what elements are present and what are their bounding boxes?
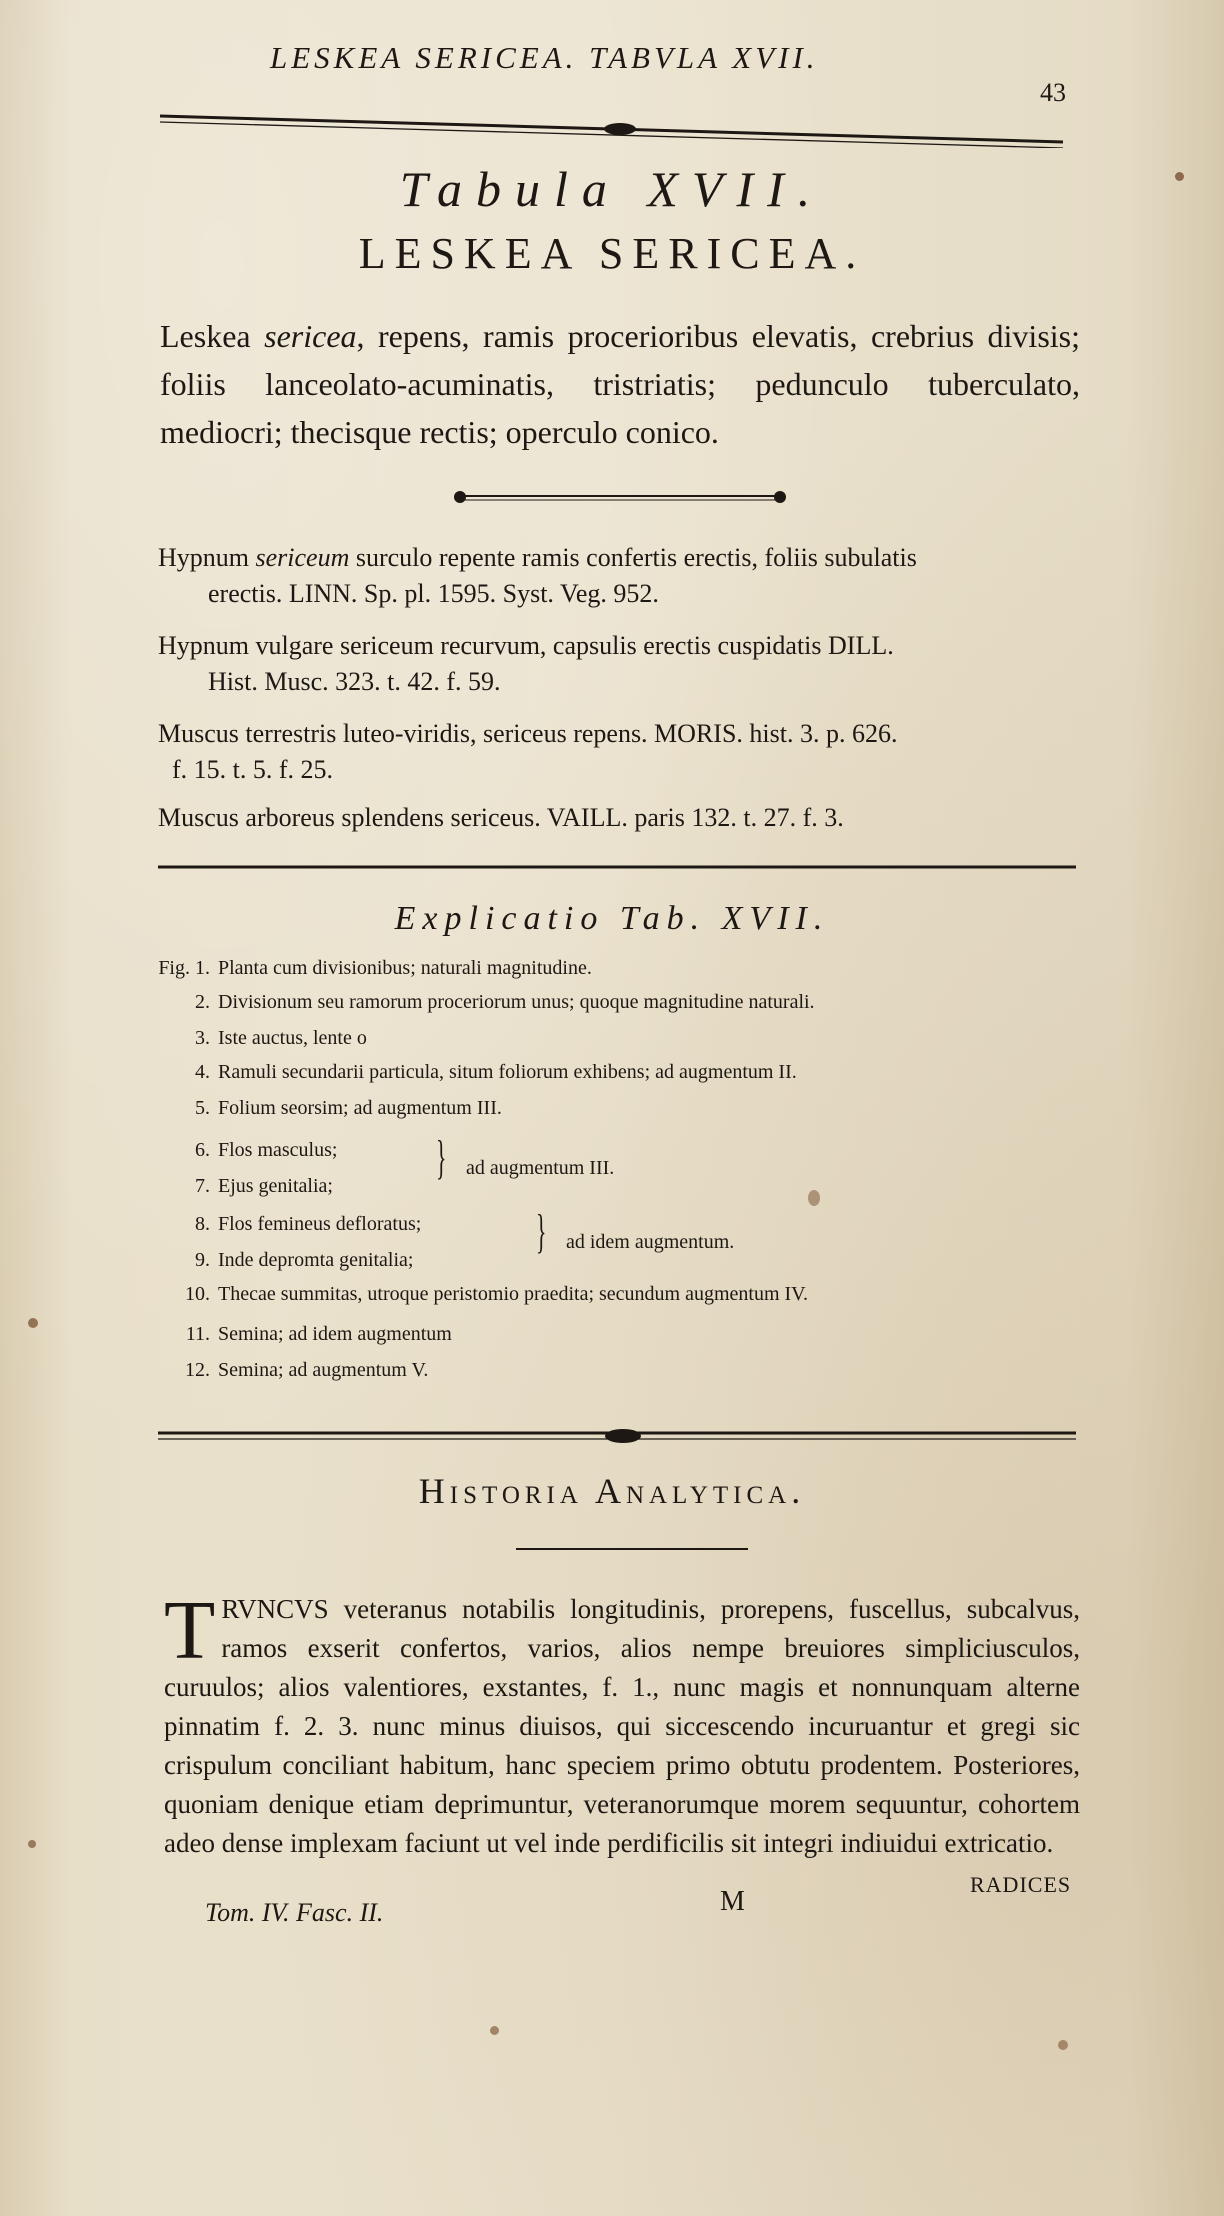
figure-number: 9. bbox=[195, 1249, 210, 1271]
figure-number: 2. bbox=[195, 991, 210, 1013]
synonym-reference: erectis. LINN. Sp. pl. 1595. Syst. Veg. 952. bbox=[208, 579, 659, 608]
foxing-spot bbox=[28, 1318, 38, 1328]
diagnosis-genus: Leskea bbox=[160, 318, 265, 354]
synonym-text: arboreus splendens sericeus. VAILL. paris 132. t. 27. f. 3. bbox=[245, 803, 844, 832]
diagnosis-epithet: sericea bbox=[264, 318, 357, 354]
running-head: LESKEA SERICEA. TABVLA XVII. bbox=[270, 40, 819, 75]
figure-number: 12. bbox=[185, 1359, 210, 1381]
gathering-signature: M bbox=[720, 1886, 745, 1917]
synonym-reference: Hist. Musc. 323. t. 42. f. 59. bbox=[208, 667, 501, 696]
first-word: RVNCVS bbox=[221, 1594, 329, 1624]
figure-caption bbox=[158, 1094, 502, 1122]
brace-glyph: } bbox=[536, 1205, 547, 1258]
historia-title: Historia Analytica. bbox=[418, 1471, 806, 1511]
species-title: LESKEA SERICEA. bbox=[358, 229, 866, 278]
historia-paragraph bbox=[164, 1584, 1080, 1863]
figure-caption bbox=[158, 1172, 333, 1200]
figure-number: 8. bbox=[195, 1213, 210, 1235]
figure-text: Divisionum seu ramorum proceriorum unus; quoque magnitudine naturali. bbox=[218, 991, 815, 1013]
figure-text: Flos masculus; bbox=[218, 1139, 338, 1161]
figure-text: Iste auctus, lente o bbox=[218, 1027, 367, 1049]
figure-number: 11. bbox=[185, 1323, 210, 1345]
figure-text: Ramuli secundarii particula, situm foliorum exhibens; ad augmentum II. bbox=[218, 1061, 797, 1083]
figure-caption bbox=[158, 1136, 337, 1164]
diagnosis-text: , repens, ramis procerioribus elevatis, crebrius divisis; foliis lanceolato-acuminatis, tristriatis; pedunculo tuberculato, mediocri; thecisque rectis; operculo conico. bbox=[160, 318, 1080, 450]
explicatio-title: Explicatio Tab. XVII. bbox=[394, 900, 830, 937]
figure-caption bbox=[158, 1356, 428, 1384]
figure-text: Flos femineus defloratus; bbox=[218, 1213, 422, 1235]
foxing-spot bbox=[1058, 2040, 1068, 2050]
figure-text: Inde depromta genitalia; bbox=[218, 1249, 414, 1271]
figure-number: 4. bbox=[195, 1061, 210, 1083]
title-underline bbox=[516, 1546, 748, 1552]
figure-caption bbox=[158, 1246, 413, 1274]
figure-number: 7. bbox=[195, 1175, 210, 1197]
figure-number: 5. bbox=[195, 1097, 210, 1119]
figure-text: Folium seorsim; ad augmentum III. bbox=[218, 1097, 502, 1119]
synonym-text: terrestris luteo-viridis, sericeus repens. MORIS. hist. 3. p. 626. bbox=[245, 719, 898, 748]
catchword: RADICES bbox=[970, 1872, 1072, 1897]
synonym-entry bbox=[158, 628, 1078, 700]
figure-text: Thecae summitas, utroque peristomio praedita; secundum augmentum IV. bbox=[218, 1283, 809, 1305]
synonym-lead: Hypnum bbox=[158, 543, 256, 572]
volume-signature: Tom. IV. Fasc. II. bbox=[205, 1898, 384, 1927]
figure-number: Fig. 1. bbox=[158, 957, 210, 979]
figure-text: Ejus genitalia; bbox=[218, 1175, 333, 1197]
synonym-text: vulgare sericeum recurvum, capsulis erectis cuspidatis DILL. bbox=[255, 631, 894, 660]
synonym-entry bbox=[158, 540, 1078, 612]
synonym-reference: f. 15. t. 5. f. 25. bbox=[172, 755, 334, 784]
foxing-spot bbox=[490, 2026, 499, 2035]
synonym-lead: Muscus bbox=[158, 719, 246, 748]
brace-glyph: } bbox=[436, 1131, 447, 1184]
historia-text: veteranus notabilis longitudinis, prorepens, fuscellus, subcalvus, ramos exserit confertos, varios, alios nempe breuiores simpliciusculos, curuulos; alios valentiores, exstantes, f. 1., nunc magis et nonnunquam alterne pinnatim f. 2. 3. nunc minus diuisos, qui siccescendo incuruantur et gregi sic crispulum conciliant habitum, hanc speciem primo obtutu prodentem. Posteriores, quoniam denique etiam deprimuntur, veteranorumque morem sequuntur, cohortem adeo dense implexam faciunt ut vel inde perdificilis sit integri indiuidui extricatio. bbox=[164, 1594, 1080, 1858]
figure-caption bbox=[158, 954, 592, 982]
section-rule bbox=[158, 862, 1078, 872]
header-ornament-rule bbox=[158, 106, 1068, 148]
synonym-italic: sericeum bbox=[255, 543, 350, 572]
figure-caption bbox=[158, 1320, 452, 1348]
brace-note: ad augmentum III. bbox=[466, 1157, 615, 1179]
foxing-spot bbox=[808, 1190, 820, 1206]
plate-title: Tabula XVII. bbox=[399, 161, 825, 217]
synonym-text: surculo repente ramis confertis erectis, foliis subulatis bbox=[349, 543, 917, 572]
figure-caption bbox=[158, 988, 815, 1016]
figure-number: 3. bbox=[195, 1027, 210, 1049]
synonym-entry bbox=[158, 800, 1078, 836]
figure-text: Semina; ad augmentum V. bbox=[218, 1359, 429, 1381]
drop-cap: T bbox=[164, 1584, 216, 1677]
brace-note: ad idem augmentum. bbox=[566, 1231, 735, 1253]
species-diagnosis bbox=[160, 312, 1080, 456]
figure-caption bbox=[158, 1058, 797, 1086]
synonym-lead: Muscus bbox=[158, 803, 246, 832]
figure-number: 6. bbox=[195, 1139, 210, 1161]
figure-caption bbox=[158, 1024, 367, 1052]
figure-number: 10. bbox=[185, 1283, 210, 1305]
figure-text: Semina; ad idem augmentum bbox=[218, 1323, 452, 1345]
figure-caption bbox=[158, 1280, 808, 1308]
synonym-entry bbox=[158, 716, 1078, 788]
page-number: 43 bbox=[1040, 78, 1066, 107]
figure-text: Planta cum divisionibus; naturali magnitudine. bbox=[218, 957, 592, 979]
figure-caption bbox=[158, 1210, 421, 1238]
diagnosis-ornament bbox=[452, 484, 788, 508]
foxing-spot bbox=[28, 1840, 36, 1848]
section-ornament-rule bbox=[158, 1422, 1078, 1448]
synonym-lead: Hypnum bbox=[158, 631, 256, 660]
